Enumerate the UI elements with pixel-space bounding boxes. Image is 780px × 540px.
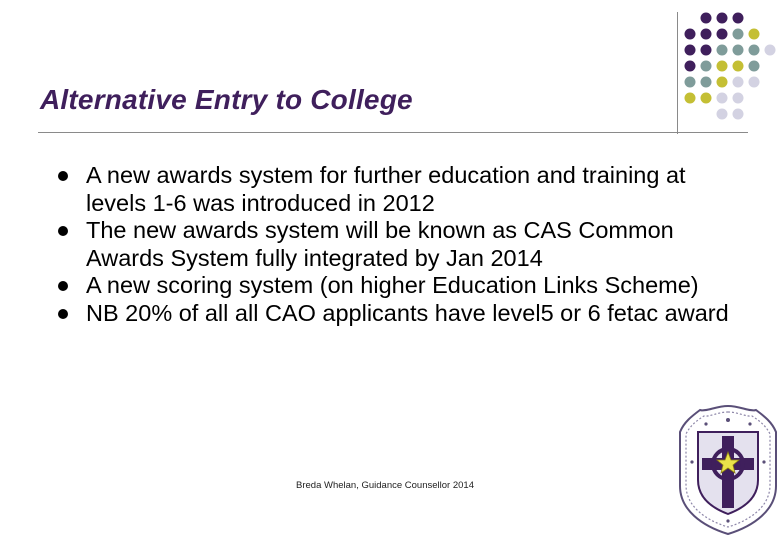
bullet-item bbox=[54, 300, 734, 328]
bullet-item bbox=[54, 272, 734, 300]
bullet-icon bbox=[58, 226, 68, 236]
bullet-text: A new scoring system (on higher Education Links Scheme) bbox=[86, 272, 699, 298]
bullet-item bbox=[54, 162, 734, 217]
dot-grid-icon bbox=[684, 12, 780, 122]
vertical-divider bbox=[677, 12, 678, 134]
bullet-list bbox=[54, 162, 734, 327]
bullet-icon bbox=[58, 171, 68, 181]
bullet-text: NB 20% of all all CAO applicants have level5 or 6 fetac award bbox=[86, 299, 729, 326]
title-underline bbox=[38, 132, 748, 133]
bullet-icon bbox=[58, 309, 68, 319]
slide-title: Alternative Entry to College bbox=[40, 84, 413, 115]
bullet-text: The new awards system will be known as CAS Common Awards System fully integrated by Jan 2014 bbox=[86, 217, 674, 271]
bullet-icon bbox=[58, 281, 68, 291]
school-crest-icon bbox=[676, 402, 780, 536]
bullet-text: A new awards system for further education and training at levels 1-6 was introduced in 2012 bbox=[86, 162, 686, 216]
bullet-item bbox=[54, 217, 734, 272]
footer-credit: Breda Whelan, Guidance Counsellor 2014 bbox=[296, 480, 474, 491]
